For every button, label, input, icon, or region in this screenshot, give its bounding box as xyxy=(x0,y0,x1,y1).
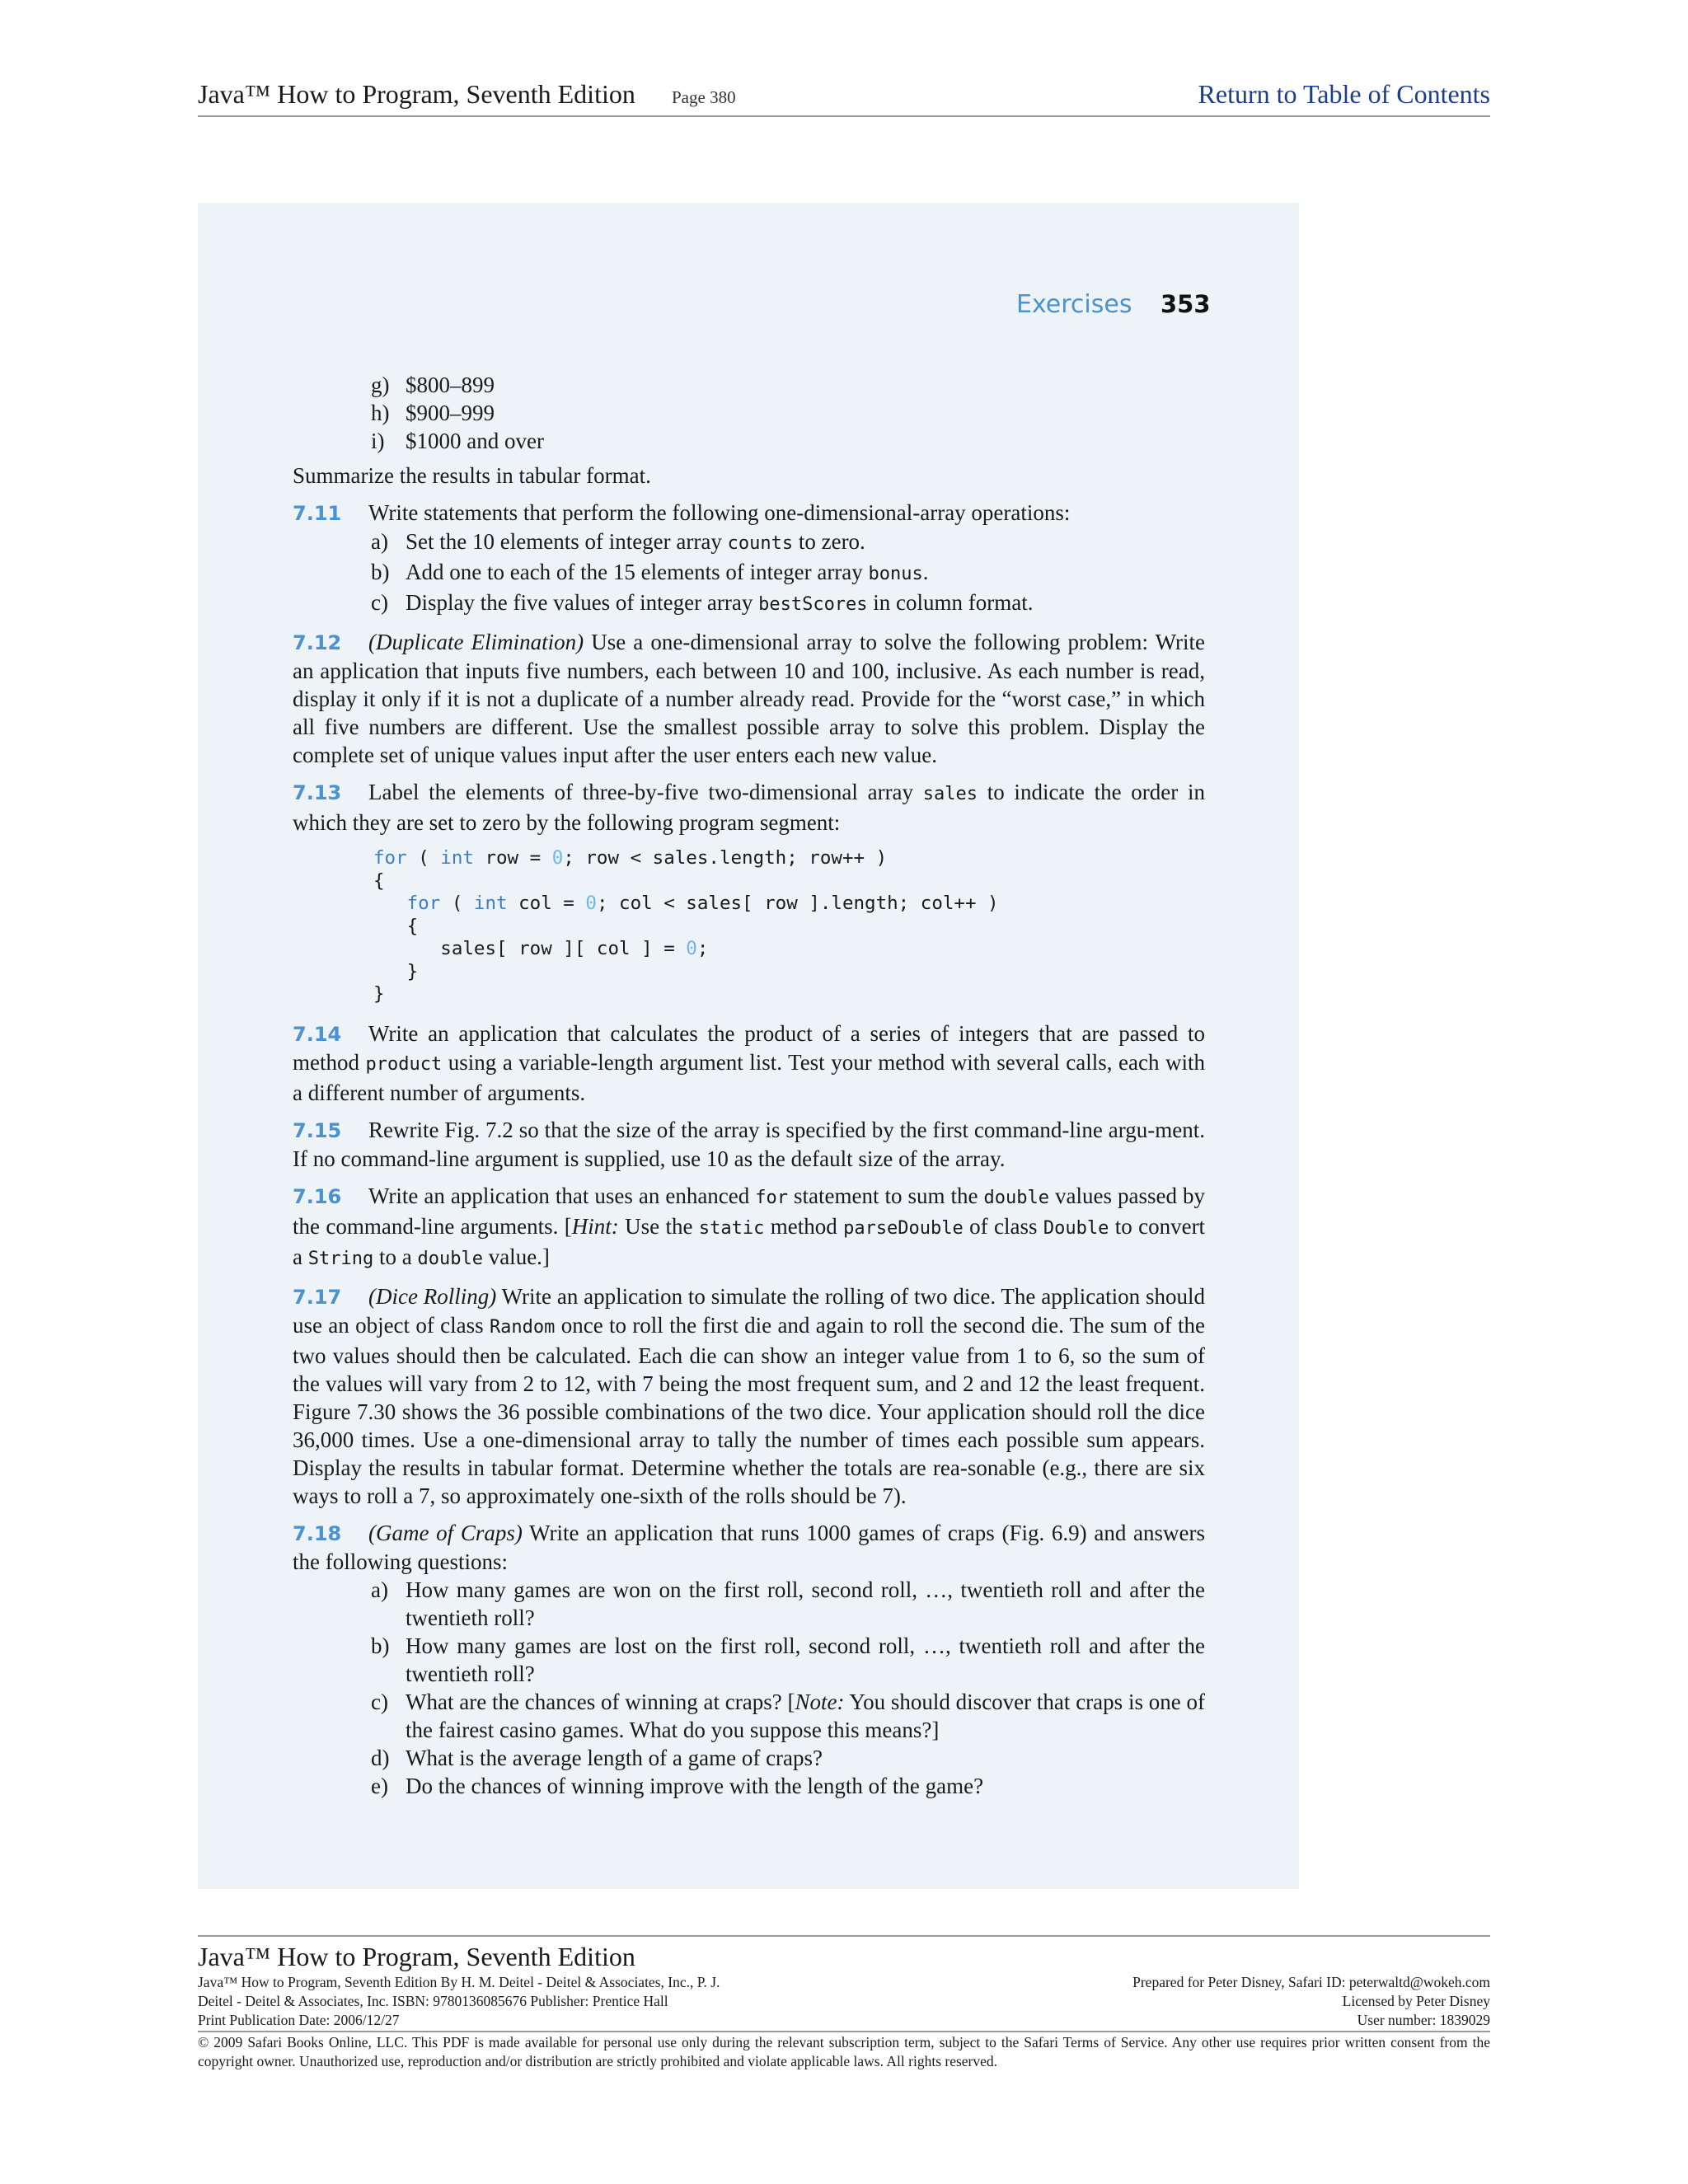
user-number: User number: 1839029 xyxy=(1357,2012,1490,2028)
exercise-text: values passed by the command-line arguments. [ xyxy=(293,1183,1206,1239)
exercise-text: Rewrite Fig. 7.2 so that the size of the array is specified by the first command-line argu-ment. If no command-line argument is supplied, use 10 as the default size of the array. xyxy=(293,1117,1205,1171)
exercise-text: method xyxy=(770,1213,837,1239)
document-footer xyxy=(198,1935,1490,2071)
code-identifier: String xyxy=(307,1248,374,1269)
list-item-label: i) xyxy=(371,429,385,453)
summarize-text: Summarize the results in tabular format. xyxy=(293,463,651,488)
exercise-text: of class xyxy=(969,1213,1038,1239)
exercise-text: to indicate the order in which they are set to zero by the following program segment: xyxy=(293,780,1205,835)
document-title: Java™ How to Program, Seventh Edition xyxy=(198,79,635,109)
code-identifier: counts xyxy=(727,533,794,554)
code-identifier: Random xyxy=(489,1316,556,1338)
page-indicator: Page 380 xyxy=(672,87,736,107)
exercise-text: value.] xyxy=(488,1244,550,1269)
prepared-for: Prepared for Peter Disney, Safari ID: peterwaltd@wokeh.com xyxy=(1132,1974,1490,1990)
footer-divider xyxy=(198,1935,1490,1937)
list-item xyxy=(371,1744,1205,1772)
code-identifier: static xyxy=(698,1217,765,1239)
list-item-label: b) xyxy=(371,560,390,584)
list-item-label: d) xyxy=(371,1745,390,1770)
code-line: } xyxy=(373,983,385,1005)
list-item xyxy=(371,1688,1205,1744)
exercise-7-15 xyxy=(293,1116,1205,1173)
list-item-text: You should discover that craps is one of the fairest casino games. What do you suppose this means?] xyxy=(406,1689,1205,1742)
exercise-7-11 xyxy=(293,499,1205,619)
exercise-7-14 xyxy=(293,1019,1205,1107)
exercise-text: to a xyxy=(378,1244,412,1269)
list-item xyxy=(371,1772,1205,1800)
footer-row xyxy=(198,2011,1490,2030)
list-item-text: Set the 10 elements of integer array xyxy=(406,529,722,554)
list-item xyxy=(371,588,1205,619)
exercise-text: Use a one-dimensional array to solve the following problem: Write an application that inputs five numbers, each between 10 and 100, inclusive. As each number is read, display it only if it is not a duplicate of a number already read. Provide for the “worst case,” in which all five numbers are different. Use the smallest possible array to solve this problem. Display the complete set of unique values input after the user enters each new value. xyxy=(293,630,1206,767)
code-line: for ( int row = 0; row < sales.length; row++ ) xyxy=(373,847,888,869)
list-item-text: $1000 and over xyxy=(406,429,544,453)
list-item-text: in column format. xyxy=(873,590,1034,615)
exercise-text: Write statements that perform the following one-dimensional-array operations: xyxy=(368,500,1071,525)
exercise-text: Label the elements of three-by-five two-dimensional array xyxy=(368,780,914,804)
code-line: } xyxy=(406,960,419,982)
document-header xyxy=(198,74,1490,117)
exercise-text: to convert a xyxy=(293,1213,1206,1269)
exercise-number: 7.16 xyxy=(293,1184,342,1208)
list-item-text: . xyxy=(922,560,929,584)
exercise-7-17 xyxy=(293,1282,1205,1510)
list-item-label: a) xyxy=(371,1577,388,1602)
list-item xyxy=(371,558,1205,588)
exercise-text: Write an application that runs 1000 games of craps (Fig. 6.9) and answers the following questions: xyxy=(293,1520,1205,1574)
list-item xyxy=(371,371,1205,399)
code-identifier: double xyxy=(417,1248,483,1269)
price-range-list xyxy=(293,371,1205,455)
list-item xyxy=(371,1576,1205,1632)
exercise-7-18 xyxy=(293,1519,1205,1800)
list-item-text: How many games are won on the first roll, second roll, …, twentieth roll and after the twentieth roll? xyxy=(406,1577,1205,1630)
list-item-label: h) xyxy=(371,401,390,425)
exercise-7-16 xyxy=(293,1182,1205,1273)
list-item-label: a) xyxy=(371,529,388,554)
license-info: Licensed by Peter Disney xyxy=(1342,1993,1490,2009)
exercise-title: (Game of Craps) xyxy=(368,1520,523,1545)
running-head: Exercises xyxy=(1016,290,1132,319)
exercise-number: 7.14 xyxy=(293,1022,342,1046)
list-item xyxy=(371,527,1205,558)
exercise-text: statement to sum the xyxy=(794,1183,978,1208)
list-item-text: Do the chances of winning improve with the length of the game? xyxy=(406,1773,984,1798)
code-line: { xyxy=(373,869,385,892)
list-item-text: Add one to each of the 15 elements of integer array xyxy=(406,560,863,584)
hint-label: Hint: xyxy=(571,1213,619,1239)
list-item xyxy=(371,1632,1205,1688)
page-content xyxy=(293,371,1205,1800)
list-item-label: e) xyxy=(371,1773,388,1798)
exercise-number: 7.11 xyxy=(293,502,342,525)
code-line: { xyxy=(406,915,419,937)
book-page-number: 353 xyxy=(1160,290,1211,318)
note-label: Note: xyxy=(795,1689,845,1714)
exercise-text: using a variable-length argument list. Test your method with several calls, each with a different number of arguments. xyxy=(293,1049,1205,1105)
code-identifier: Double xyxy=(1043,1217,1109,1239)
list-item xyxy=(371,399,1205,427)
exercise-text: Write an application that calculates the product of a series of integers that are passed to method xyxy=(293,1020,1205,1075)
list-item-text: $800–899 xyxy=(406,373,495,397)
code-identifier: product xyxy=(365,1053,443,1075)
exercise-number: 7.15 xyxy=(293,1118,342,1142)
exercise-7-13 xyxy=(293,778,1205,837)
exercise-number: 7.13 xyxy=(293,781,342,804)
copyright-notice: © 2009 Safari Books Online, LLC. This PDF is made available for personal use only during the relevant subscription term, subject to the Safari Terms of Service. Any other use requires prior written consent from the copyright owner. Unauthorized use, reproduction and/or distribution are strictly prohibited and violate applicable laws. All rights reserved. xyxy=(198,2033,1490,2069)
exercise-text: Write an application to simulate the rolling of two dice. The application should use an object of class xyxy=(293,1283,1206,1338)
exercise-text: Use the xyxy=(625,1213,693,1239)
list-item xyxy=(371,427,1205,455)
code-listing xyxy=(373,847,1205,1006)
list-item-label: b) xyxy=(371,1633,390,1658)
exercise-7-12 xyxy=(293,628,1205,769)
footer-row xyxy=(198,1992,1490,2011)
list-item-label: c) xyxy=(371,1689,388,1714)
code-line: sales[ row ][ col ] = 0; xyxy=(440,938,709,959)
publication-info: Deitel - Deitel & Associates, Inc. ISBN: 9780136085676 Publisher: Prentice Hall xyxy=(198,1993,668,2009)
code-identifier: sales xyxy=(922,784,978,804)
list-item-text: $900–999 xyxy=(406,401,495,425)
footer-title: Java™ How to Program, Seventh Edition xyxy=(198,1942,635,1971)
list-item-text: How many games are lost on the first roll, second roll, …, twentieth roll and after the twentieth roll? xyxy=(406,1633,1205,1686)
exercise-number: 7.17 xyxy=(293,1285,342,1309)
exercise-text: Write an application that uses an enhanced xyxy=(368,1183,750,1208)
footer-row xyxy=(198,1973,1490,1992)
code-identifier: for xyxy=(755,1187,789,1208)
table-of-contents-link[interactable]: Return to Table of Contents xyxy=(1198,79,1490,109)
list-item-label: g) xyxy=(371,373,390,397)
exercise-text: once to roll the first die and again to roll the second die. The sum of the two values should then be calculated. Each die can show an integer value from 1 to 6, so the sum of the values will vary from 2 to 12, with 7 being the most frequent sum, and 2 and 12 the least frequent. Figure 7.30 shows the 36 possible combinations of the two dice. Your application should roll the dice 36,000 times. Use a one-dimensional array to tally the number of times each possible sum appears. Display the results in tabular format. Determine whether the totals are rea-sonable (e.g., there are six ways to roll a 7, so approximately one-sixth of the rolls should be 7). xyxy=(293,1312,1206,1508)
publication-date: Print Publication Date: 2006/12/27 xyxy=(198,2012,400,2028)
footer-divider xyxy=(198,2031,1490,2032)
list-item-text: to zero. xyxy=(798,529,865,554)
exercise-number: 7.12 xyxy=(293,631,342,654)
publication-info: Java™ How to Program, Seventh Edition By H. M. Deitel - Deitel & Associates, Inc., P. J. xyxy=(198,1974,720,1990)
exercise-number: 7.18 xyxy=(293,1521,342,1545)
exercise-title: (Dice Rolling) xyxy=(368,1283,497,1309)
list-item-text: What are the chances of winning at craps? [ xyxy=(406,1689,795,1714)
code-identifier: double xyxy=(983,1187,1050,1208)
list-item-text: What is the average length of a game of craps? xyxy=(406,1745,823,1770)
code-identifier: parseDouble xyxy=(843,1217,964,1239)
code-identifier: bonus xyxy=(868,564,923,584)
list-item-label: c) xyxy=(371,590,388,615)
code-line: for ( int col = 0; col < sales[ row ].length; col++ ) xyxy=(406,893,999,914)
code-identifier: bestScores xyxy=(758,594,868,615)
exercise-title: (Duplicate Elimination) xyxy=(368,630,584,654)
list-item-text: Display the five values of integer array xyxy=(406,590,753,615)
